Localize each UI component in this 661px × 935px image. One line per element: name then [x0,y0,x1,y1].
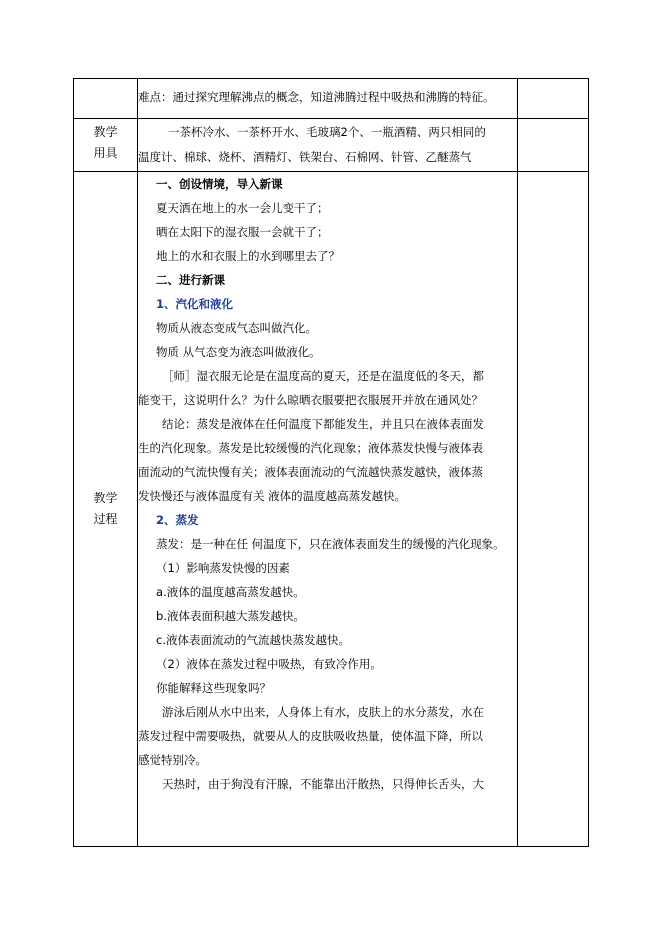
process-label-line1: 教学 [93,491,118,505]
evaporation-definition: 蒸发：是一种在任 何温度下，只在液体表面发生的缓慢的汽化现象。 [156,537,505,551]
teacher-q1: ［师］湿衣服无论是在温度高的夏天，还是在温度低的冬天，都 [162,369,484,383]
conclusion-line1: 结论：蒸发是液体在任何温度下都能发生，并且只在液体表面发 [162,417,484,431]
difficulty-text: 难点：通过探究理解沸点的概念，知道沸腾过程中吸热和沸腾的特征。 [138,90,495,104]
tools-cell [138,119,518,172]
sub1-line2: 物质 从气态变为液态叫做液化。 [156,345,321,359]
difficulty-cell [138,79,518,119]
tools-line2: 温度计、棉球、烧杯、酒精灯、铁架台、石棉网、针管、乙醚蒸气 [138,150,472,164]
question: 你能解释这些现象吗？ [156,681,271,695]
sub1-heading: 1、汽化和液化 [156,297,234,311]
tools-label-line1: 教学 [93,125,118,139]
section2-heading: 二、进行新课 [156,273,225,287]
row-tools [74,119,589,172]
tools-line1: 一茶杯冷水、一茶杯开水、毛玻璃2个、一瓶酒精、两只相同的 [168,125,486,139]
tools-label-line2: 用具 [93,146,118,160]
s1-line1: 夏天洒在地上的水一会儿变干了； [156,201,329,215]
sub2-heading: 2、蒸发 [156,513,199,527]
notes-cell [518,79,589,119]
s1-line3: 地上的水和衣服上的水到哪里去了？ [156,249,340,263]
conclusion-line3: 面流动的气流快慢有关；液体表面流动的气流越快蒸发越快，液体蒸 [138,465,483,479]
dog-line1: 天热时，由于狗没有汗腺，不能靠出汗散热，只得伸长舌头，大 [162,777,484,791]
process-cell [138,172,518,847]
factor-b: b.液体表面积越大蒸发越快。 [156,609,305,623]
label-cell-empty [74,79,138,119]
sub1-line1: 物质从液态变成气态叫做汽化。 [156,321,317,335]
factor-a: a.液体的温度越高蒸发越快。 [156,585,305,599]
teacher-q2: 能变干，这说明什么？为什么晾晒衣服要把衣服展开并放在通风处？ [138,393,483,407]
conclusion-line4: 发快慢还与液体温度有关 液体的温度越高蒸发越快。 [138,489,407,503]
conclusion-line2: 生的汽化现象。蒸发是比较缓慢的汽化现象；液体蒸发快慢与液体表 [138,441,483,455]
swim-line1: 游泳后刚从水中出来，人身体上有水，皮肤上的水分蒸发，水在 [162,705,484,719]
tools-label-cell [74,119,138,172]
lesson-plan-table [73,78,589,847]
process-label-line2: 过程 [93,512,118,526]
process-label-cell [74,172,138,847]
point-2: （2）液体在蒸发过程中吸热，有致冷作用。 [156,657,382,671]
swim-line3: 感觉特别冷。 [138,753,207,767]
factor-c: c.液体表面流动的气流越快蒸发越快。 [156,633,350,647]
row-difficulty [74,79,589,119]
s1-line2: 晒在太阳下的湿衣服一会就干了； [156,225,329,239]
swim-line2: 蒸发过程中需要吸热，就要从人的皮肤吸收热量，使体温下降，所以 [138,729,483,743]
row-process [74,172,589,847]
notes-cell [518,172,589,847]
factors-title: （1）影响蒸发快慢的因素 [156,561,290,575]
section1-heading: 一、创设情境，导入新课 [156,177,283,191]
notes-cell [518,119,589,172]
